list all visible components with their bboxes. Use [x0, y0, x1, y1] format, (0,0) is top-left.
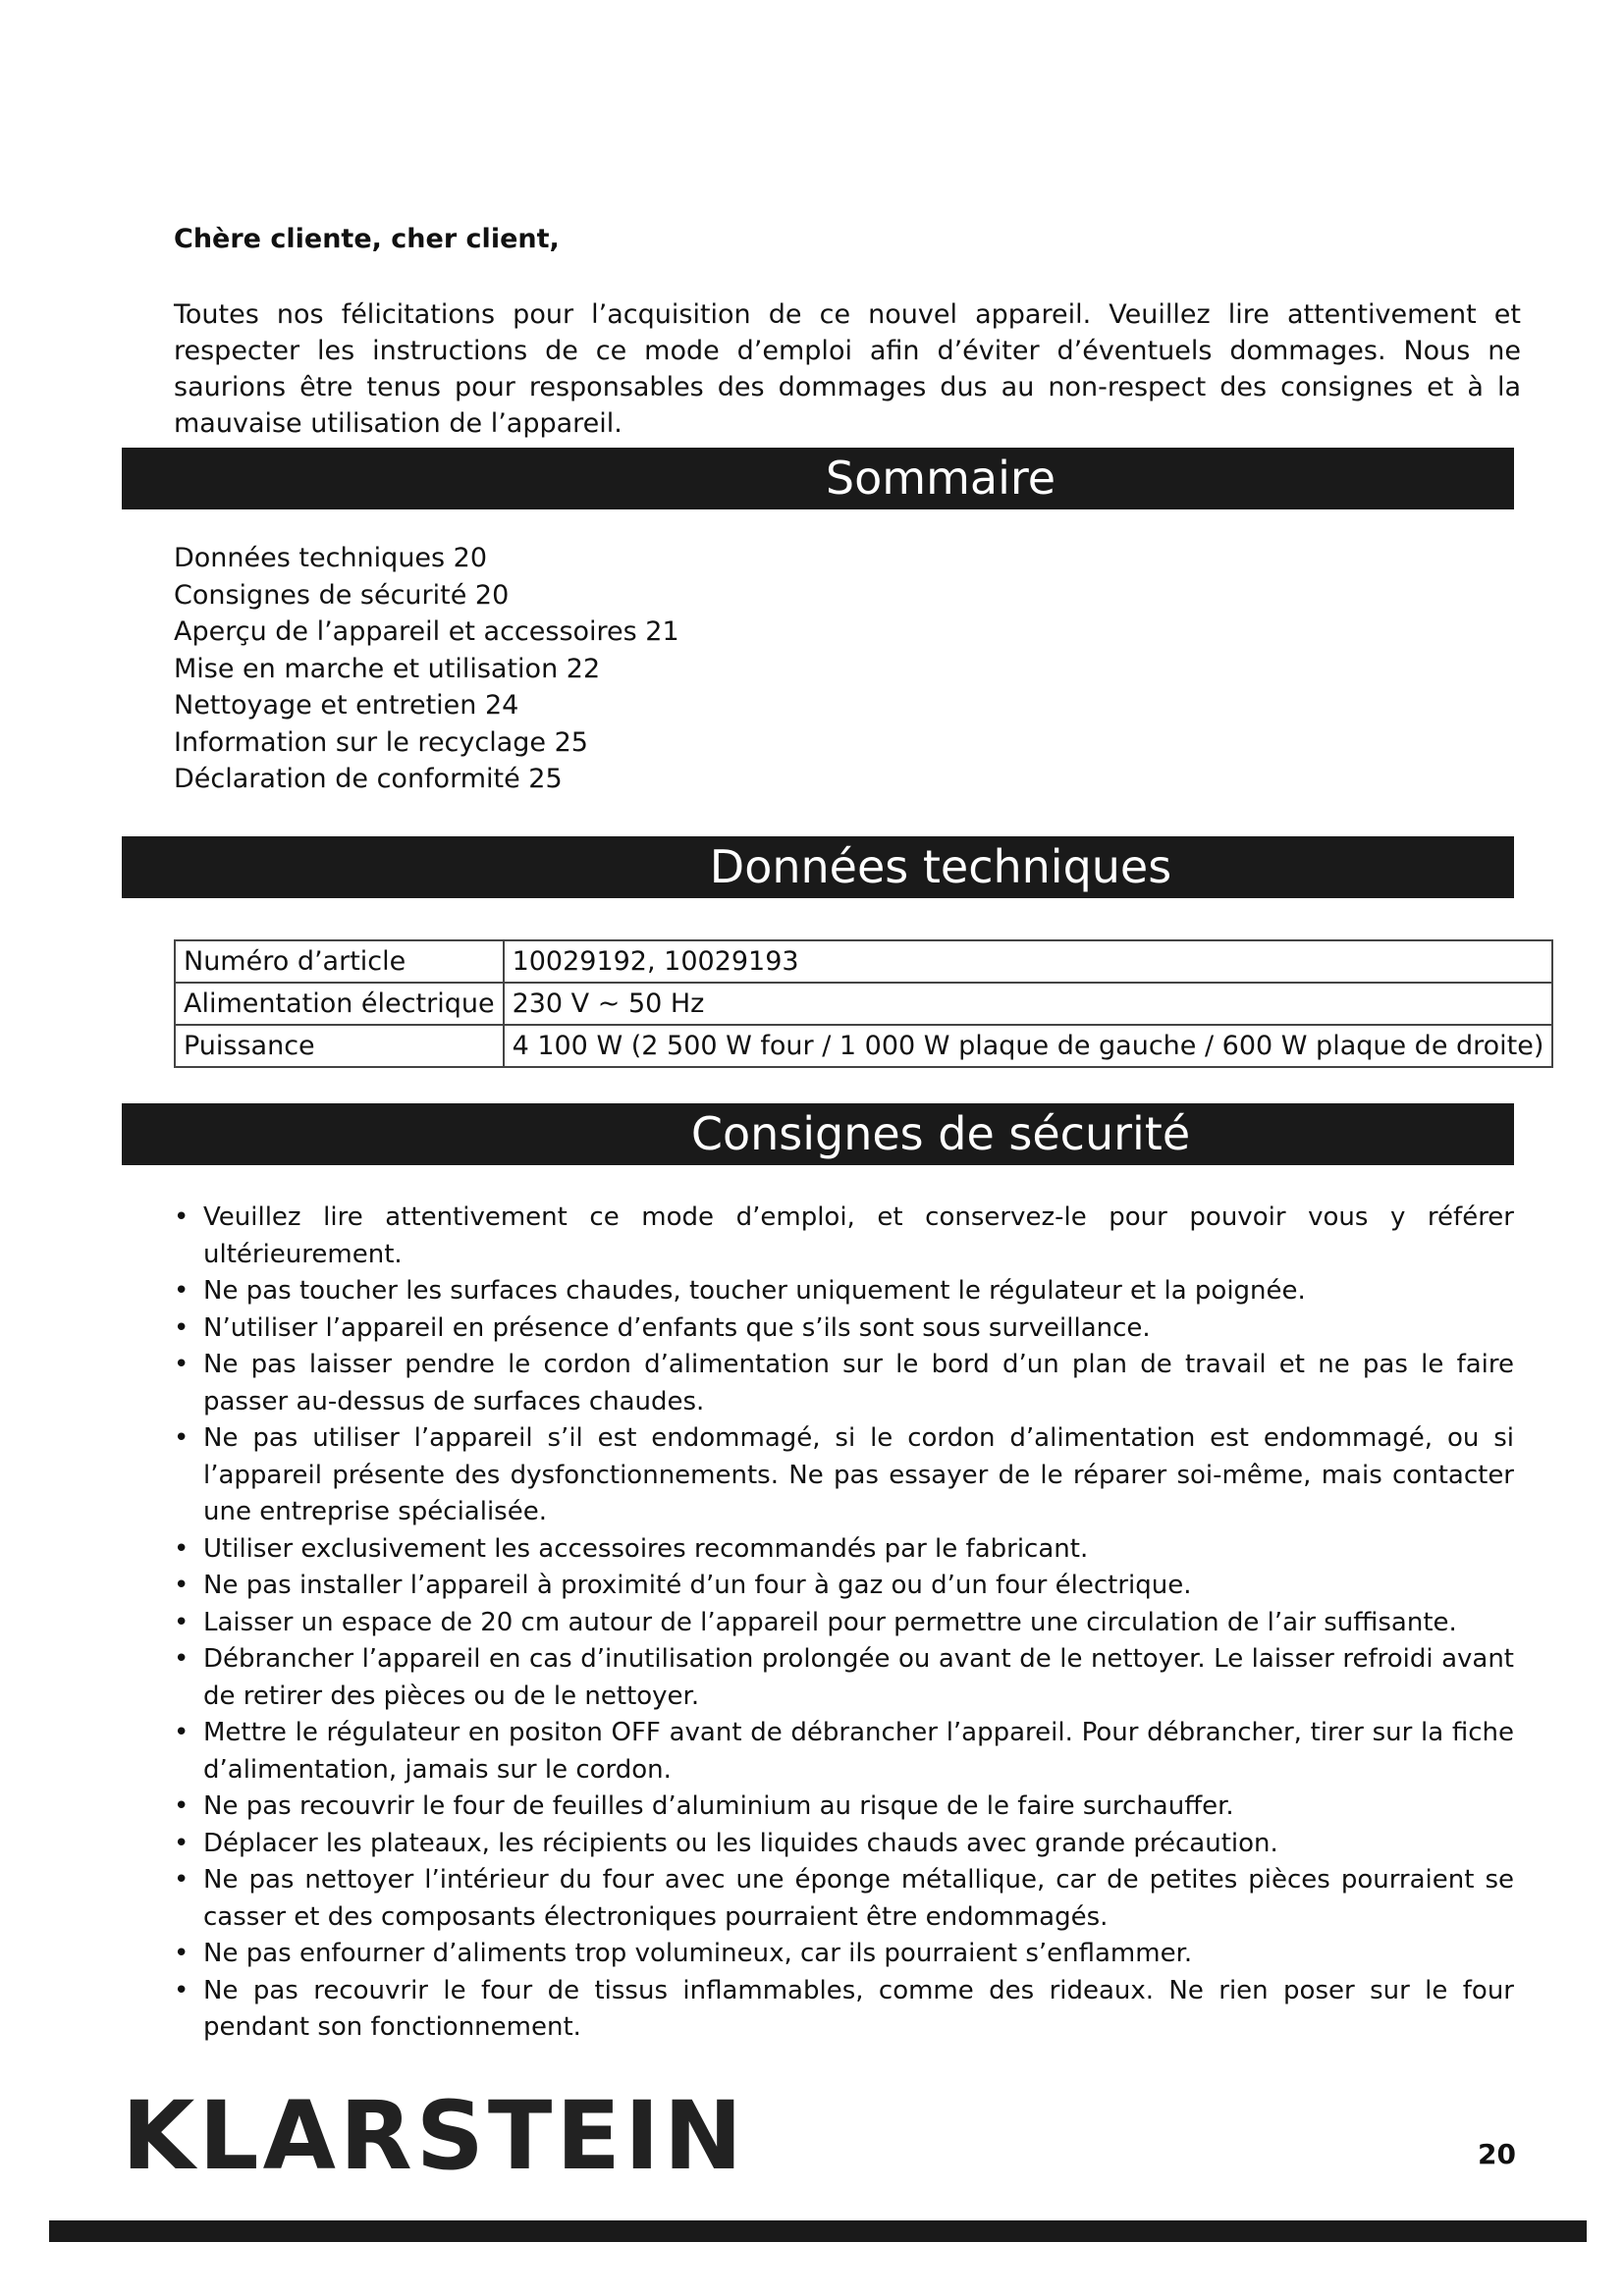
- list-item: • Laisser un espace de 20 cm autour de l’appareil pour permettre une circulation de l’air suffisante.: [174, 1605, 1514, 1642]
- brand-logo: KLARSTEIN: [122, 2081, 747, 2191]
- section-header-tech: Données techniques: [122, 836, 1514, 898]
- list-item: • Ne pas enfourner d’aliments trop volumineux, car ils pourraient s’enflammer.: [174, 1936, 1514, 1973]
- list-item: • Ne pas nettoyer l’intérieur du four avec une éponge métallique, car de petites pièces pourraient se casser et des composants électroniques pourraient être endommagés.: [174, 1862, 1514, 1936]
- list-item: • Ne pas laisser pendre le cordon d’alimentation sur le bord d’un plan de travail et ne pas le faire passer au-dessus de surfaces chaudes.: [174, 1347, 1514, 1420]
- toc-item: Données techniques 20: [174, 543, 488, 573]
- table-row: [175, 983, 1552, 1025]
- toc-item: Information sur le recyclage 25: [174, 726, 588, 758]
- toc-item: Aperçu de l’appareil et accessoires 21: [174, 616, 679, 647]
- toc-item: Déclaration de conformité 25: [174, 764, 563, 794]
- footer-divider: [49, 2220, 1587, 2242]
- table-of-contents: [174, 540, 679, 798]
- spec-value: 230 V ~ 50 Hz: [504, 983, 1553, 1025]
- list-item: • Ne pas recouvrir le four de tissus inflammables, comme des rideaux. Ne rien poser sur le four pendant son fonctionnement.: [174, 1973, 1514, 2047]
- toc-item: Consignes de sécurité 20: [174, 579, 510, 611]
- tech-specs-table: [174, 939, 1553, 1068]
- list-item: • Ne pas utiliser l’appareil s’il est endommagé, si le cordon d’alimentation est endommagé, ou si l’appareil présente des dysfonctionnements. Ne pas essayer de le réparer soi-même, mais contacter une entreprise spécialisée.: [174, 1420, 1514, 1531]
- list-item: • Débrancher l’appareil en cas d’inutilisation prolongée ou avant de le nettoyer. Le laisser refroidi avant de retirer des pièces ou de le nettoyer.: [174, 1641, 1514, 1715]
- spec-value: 10029192, 10029193: [504, 940, 1553, 983]
- spec-label: Puissance: [175, 1025, 504, 1067]
- table-row: [175, 940, 1552, 983]
- spec-label: Alimentation électrique: [175, 983, 504, 1025]
- section-header-safety: Consignes de sécurité: [122, 1103, 1514, 1165]
- table-row: [175, 1025, 1552, 1067]
- toc-item: Nettoyage et entretien 24: [174, 690, 519, 721]
- list-item: • Ne pas recouvrir le four de feuilles d’aluminium au risque de le faire surchauffer.: [174, 1789, 1514, 1826]
- page-number: 20: [1478, 2138, 1516, 2170]
- safety-list: [174, 1200, 1514, 2047]
- spec-value: 4 100 W (2 500 W four / 1 000 W plaque de gauche / 600 W plaque de droite): [504, 1025, 1553, 1067]
- section-header-summary: Sommaire: [122, 448, 1514, 509]
- list-item: • N’utiliser l’appareil en présence d’enfants que s’ils sont sous surveillance.: [174, 1310, 1514, 1348]
- list-item: • Ne pas toucher les surfaces chaudes, toucher uniquement le régulateur et la poignée.: [174, 1273, 1514, 1310]
- list-item: • Veuillez lire attentivement ce mode d’emploi, et conservez-le pour pouvoir vous y référer ultérieurement.: [174, 1200, 1514, 1273]
- spec-label: Numéro d’article: [175, 940, 504, 983]
- toc-item: Mise en marche et utilisation 22: [174, 653, 601, 684]
- greeting: Chère cliente, cher client,: [174, 224, 560, 254]
- list-item: • Utiliser exclusivement les accessoires recommandés par le fabricant.: [174, 1531, 1514, 1569]
- list-item: • Déplacer les plateaux, les récipients ou les liquides chauds avec grande précaution.: [174, 1826, 1514, 1863]
- list-item: • Mettre le régulateur en positon OFF avant de débrancher l’appareil. Pour débrancher, tirer sur la fiche d’alimentation, jamais sur le cordon.: [174, 1715, 1514, 1789]
- intro-paragraph: Toutes nos félicitations pour l’acquisition de ce nouvel appareil. Veuillez lire attentivement et respecter les instructions de ce mode d’emploi afin d’éviter d’éventuels dommages. Nous ne saurions être tenus pour responsables des dommages dus au non-respect des consignes et à la mauvaise utilisation de l’appareil.: [174, 299, 1521, 439]
- list-item: • Ne pas installer l’appareil à proximité d’un four à gaz ou d’un four électrique.: [174, 1568, 1514, 1605]
